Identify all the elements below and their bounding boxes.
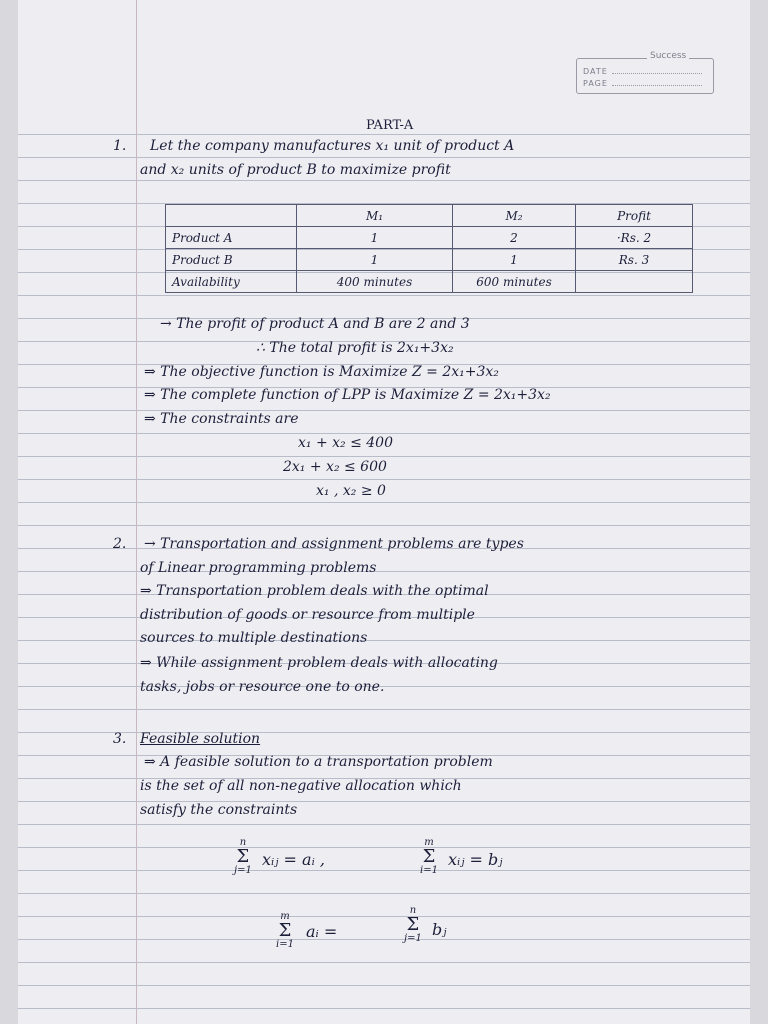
constraint-3: x₁ , x₂ ≥ 0 [316,483,386,499]
table-header-cell: Profit [576,205,693,227]
page-header-band [18,0,750,112]
table-cell: 1 [297,227,453,249]
sum-lower-limit: j=1 [404,933,422,944]
q3-number: 3. [113,731,127,747]
sum-upper-limit: m [280,911,290,922]
date-label: DATE [583,67,608,76]
q1-point-4: ⇒ The complete function of LPP is Maximize Z = 2x₁+3x₂ [144,387,551,403]
table-cell: Product B [166,249,297,271]
q1-point-1: → The profit of product A and B are 2 and 3 [160,316,470,332]
sigma-icon: Σ [236,846,250,867]
constraint-2: 2x₁ + x₂ ≤ 600 [283,459,387,475]
date-page-stamp [576,51,714,94]
q2-line-4: distribution of goods or resource from multiple [140,607,475,623]
sigma-icon: Σ [278,920,292,941]
table-cell: 1 [453,249,576,271]
table-cell: Availability [166,271,297,293]
sum-symbol-n [234,838,252,876]
date-row [583,67,702,76]
sum-lower-limit: i=1 [420,865,438,876]
margin-line [136,0,137,1024]
table-cell: 1 [297,249,453,271]
q1-number: 1. [113,138,127,154]
q2-line-6: ⇒ While assignment problem deals with allocating [140,655,498,671]
sum-lower-limit: i=1 [276,939,294,950]
table-cell: 2 [453,227,576,249]
q2-number: 2. [113,536,127,552]
table-header-cell: M₁ [297,205,453,227]
sum-lower-limit: j=1 [234,865,252,876]
q1-line-2: and x₂ units of product B to maximize profit [140,162,451,178]
q1-point-5: ⇒ The constraints are [144,411,299,427]
q2-line-3: ⇒ Transportation problem deals with the optimal [140,583,489,599]
table-cell: 600 minutes [453,271,576,293]
sigma-icon: Σ [422,846,436,867]
notebook-page [18,0,750,1024]
equation-4: bⱼ [432,920,447,939]
q3-line-2: is the set of all non-negative allocation which [140,778,462,794]
product-table [165,204,693,293]
sum-upper-limit: n [239,837,247,848]
q1-point-2: ∴ The total profit is 2x₁+3x₂ [256,340,454,356]
q2-line-1: → Transportation and assignment problems are types [144,536,524,552]
q3-title: Feasible solution [140,731,261,747]
q1-line-1: Let the company manufactures x₁ unit of product A [150,138,515,154]
part-heading: PART-A [366,118,414,133]
page-row [583,79,702,88]
table-cell: Product A [166,227,297,249]
equation-3: aᵢ = [306,922,338,941]
table-header-cell [166,205,297,227]
sum-upper-limit: n [409,905,417,916]
table-row [166,271,693,293]
q2-line-7: tasks, jobs or resource one to one. [140,679,385,695]
brand-label: Success [647,51,689,61]
q1-point-3: ⇒ The objective function is Maximize Z = 2x₁+3x₂ [144,364,499,380]
constraint-1: x₁ + x₂ ≤ 400 [298,435,393,451]
table-header-row [166,205,693,227]
equation-1: xᵢⱼ = aᵢ , [262,850,325,869]
q2-line-5: sources to multiple destinations [140,630,368,646]
sum-upper-limit: m [424,837,434,848]
table-row [166,227,693,249]
table-cell: ·Rs. 2 [576,227,693,249]
q3-line-3: satisfy the constraints [140,802,298,818]
sigma-icon: Σ [406,914,420,935]
table-cell: 400 minutes [297,271,453,293]
table-header-cell: M₂ [453,205,576,227]
sum-symbol-m-2 [276,912,294,950]
q2-line-2: of Linear programming problems [140,560,377,576]
sum-symbol-m [420,838,438,876]
q3-line-1: ⇒ A feasible solution to a transportation problem [144,754,493,770]
table-row [166,249,693,271]
sum-symbol-n-2 [404,906,422,944]
table-cell: Rs. 3 [576,249,693,271]
table-cell [576,271,693,293]
equation-2: xᵢⱼ = bⱼ [448,850,503,869]
page-label: PAGE [583,79,608,88]
